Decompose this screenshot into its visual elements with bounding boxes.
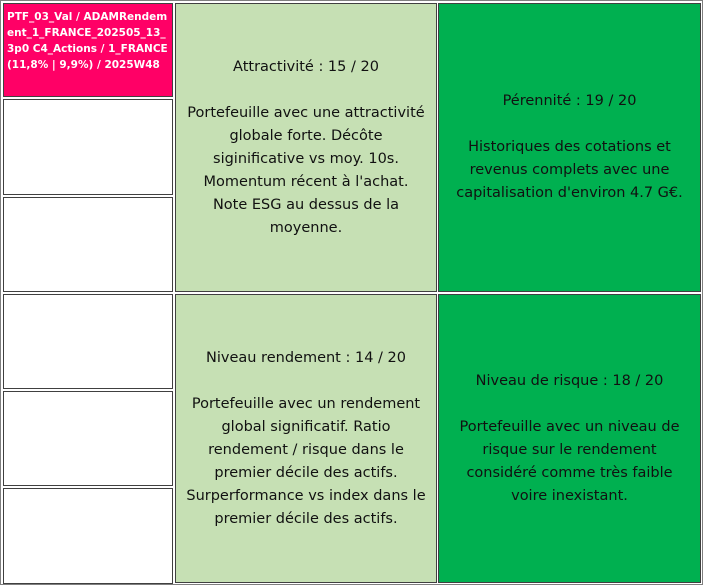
portfolio-header-text: PTF_03_Val / ADAMRendement_1_FRANCE_202505_13_3p0 C4_Actions / 1_FRANCE (11,8% | 9,9%) / 2025W48 [7, 11, 168, 71]
attractivite-card [175, 3, 437, 292]
attractivite-description: Portefeuille avec une attractivité globale forte. Décôte siginificative vs moy. 10s. Momentum récent à l'achat. Note ESG au dessus de la moyenne. [187, 104, 425, 236]
risque-description: Portefeuille avec un niveau de risque sur le rendement considéré comme très faible voire inexistant. [459, 418, 680, 504]
perennite-description: Historiques des cotations et revenus complets avec une capitalisation d'environ 4.7 G€. [456, 139, 683, 201]
risque-card [438, 294, 701, 583]
empty-cell-5 [3, 488, 173, 584]
empty-cell-2 [3, 197, 173, 292]
empty-cell-4 [3, 391, 173, 486]
rendement-description: Portefeuille avec un rendement global significatif. Ratio rendement / risque dans le premier décile des actifs. Surperformance vs index dans le premier décile des actifs. [186, 395, 426, 527]
rendement-title: Niveau rendement : 14 / 20 [206, 349, 406, 366]
rendement-card [175, 294, 437, 583]
attractivite-title: Attractivité : 15 / 20 [233, 58, 379, 75]
empty-cell-1 [3, 99, 173, 195]
empty-cell-3 [3, 294, 173, 389]
portfolio-header [3, 3, 173, 97]
perennite-title: Pérennité : 19 / 20 [502, 93, 637, 109]
perennite-card [438, 3, 701, 292]
risque-title: Niveau de risque : 18 / 20 [475, 372, 664, 389]
